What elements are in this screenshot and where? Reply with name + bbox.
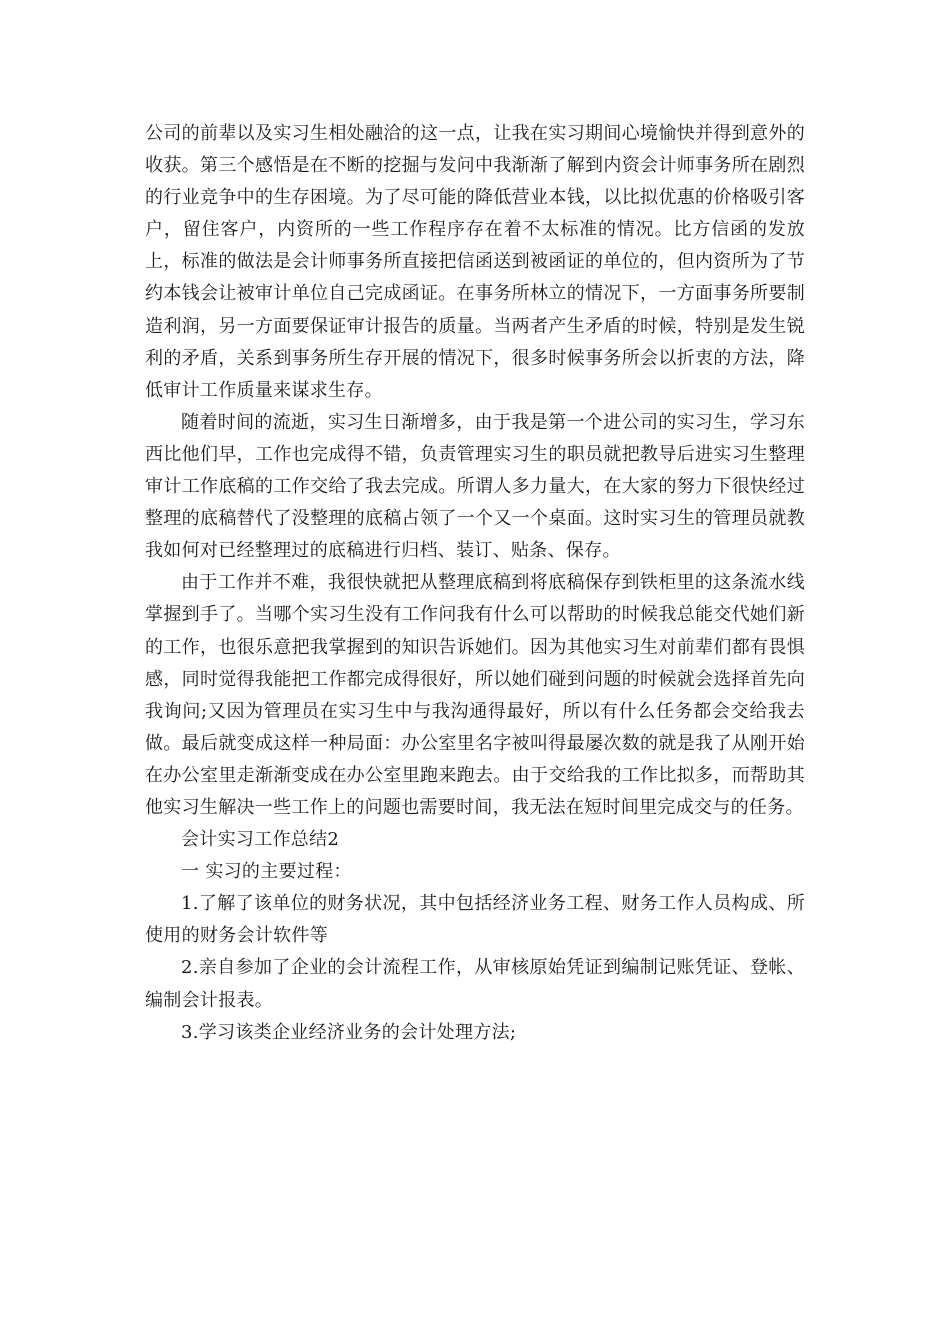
list-item-1: 1.了解了该单位的财务状况，其中包括经济业务工程、财务工作人员构成、所使用的财务会计软件等 (145, 893, 805, 947)
list-item-3: 3.学习该类企业经济业务的会计处理方法; (181, 1021, 517, 1043)
list-item-2: 2.亲自参加了企业的会计流程工作，从审核原始凭证到编制记账凭证、登帐、编制会计报表。 (145, 957, 805, 1011)
subsection-heading: 一 实习的主要过程： (181, 861, 352, 883)
section-heading: 会计实习工作总结2 (181, 829, 340, 851)
paragraph-1: 公司的前辈以及实习生相处融洽的这一点，让我在实习期间心境愉快并得到意外的收获。第三个感悟是在不断的挖掘与发问中我渐渐了解到内资会计师事务所在剧烈的行业竞争中的生存困境。为了尽可能的降低营业本钱，以比拟优惠的价格吸引客户，留住客户，内资所的一些工作程序存在着不太标准的情况。比方信函的发放上，标准的做法是会计师事务所直接把信函送到被函证的单位的，但内资所为了节约本钱会让被审计单位自己完成函证。在事务所林立的情况下，一方面事务所要制造利润，另一方面要保证审计报告的质量。当两者产生矛盾的时候，特别是发生锐利的矛盾，关系到事务所生存开展的情况下，很多时候事务所会以折衷的方法，降低审计工作质量来谋求生存。 (145, 123, 805, 401)
paragraph-3: 由于工作并不难，我很快就把从整理底稿到将底稿保存到铁柜里的这条流水线掌握到手了。当哪个实习生没有工作问我有什么可以帮助的时候我总能交代她们新的工作，也很乐意把我掌握到的知识告诉她们。因为其他实习生对前辈们都有畏惧感，同时觉得我能把工作都完成得很好，所以她们碰到问题的时候就会选择首先向我询问;又因为管理员在实习生中与我沟通得最好，所以有什么任务都会交给我去做。最后就变成这样一种局面：办公室里名字被叫得最屡次数的就是我了从刚开始在办公室里走渐渐变成在办公室里跑来跑去。由于交给我的工作比拟多，而帮助其他实习生解决一些工作上的问题也需要时间，我无法在短时间里完成交与的任务。 (145, 572, 805, 818)
document-body (145, 118, 805, 1049)
paragraph-2: 随着时间的流逝，实习生日渐增多，由于我是第一个进公司的实习生，学习东西比他们早，工作也完成得不错，负责管理实习生的职员就把教导后进实习生整理审计工作底稿的工作交给了我去完成。所谓人多力量大，在大家的努力下很快经过整理的底稿替代了没整理的底稿占领了一个又一个桌面。这时实习生的管理员就教我如何对已经整理过的底稿进行归档、装订、贴条、保存。 (145, 411, 805, 562)
